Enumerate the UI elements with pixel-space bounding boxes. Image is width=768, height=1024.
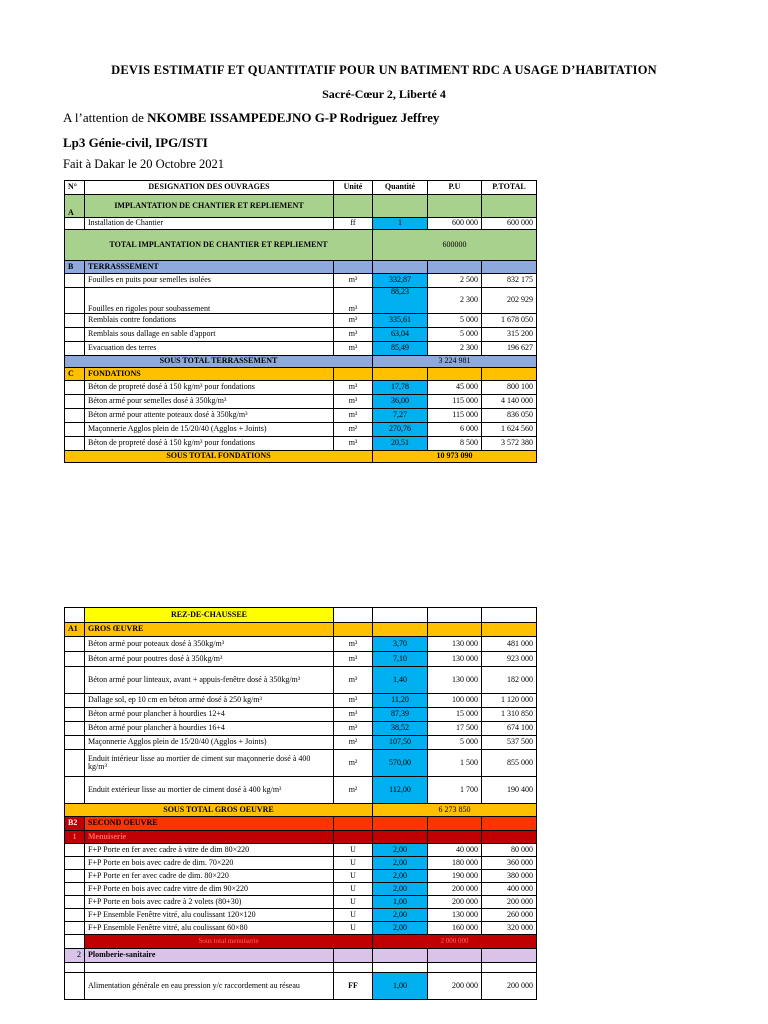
section-title: GROS ŒUVRE [85, 623, 334, 637]
row-unit-price: 6 000 [428, 423, 482, 437]
row-quantity: 2,00 [373, 857, 428, 870]
row-total-price: 1 120 000 [482, 694, 537, 708]
row-unit-price: 200 000 [428, 973, 482, 1000]
row-unit: m³ [334, 395, 373, 409]
row-unit: m³ [334, 409, 373, 423]
total-label: SOUS TOTAL FONDATIONS [65, 451, 373, 463]
total-value: 10 973 090 [373, 451, 537, 463]
section-id: A1 [65, 623, 85, 637]
blank-row [65, 963, 537, 973]
row-quantity: 1,00 [373, 973, 428, 1000]
section-row-b2 [65, 817, 537, 831]
row-unit: m³ [334, 437, 373, 451]
table-row [65, 883, 537, 896]
row-unit: m³ [334, 694, 373, 708]
row-quantity: 38,52 [373, 722, 428, 736]
section-title: FONDATIONS [85, 368, 334, 381]
table-row [65, 909, 537, 922]
subsection-title: Menuiserie [85, 831, 334, 844]
row-unit-price: 5 000 [428, 736, 482, 750]
row-unit: U [334, 870, 373, 883]
row-unit: m³ [334, 722, 373, 736]
row-unit-price: 130 000 [428, 909, 482, 922]
section-id: C [65, 368, 85, 381]
table-row [65, 922, 537, 935]
row-unit: m³ [334, 637, 373, 652]
subsection-title: Plomberie-sanitaire [85, 949, 334, 963]
row-total-price: 4 140 000 [482, 395, 537, 409]
table-row [65, 342, 537, 356]
total-label: SOUS TOTAL TERRASSEMENT [65, 356, 373, 368]
row-total-price: 400 000 [482, 883, 537, 896]
section-title: TERRASSSEMENT [85, 261, 334, 274]
row-unit-price: 2 300 [428, 288, 482, 314]
row-quantity: 2,00 [373, 883, 428, 896]
table-row [65, 274, 537, 288]
table-row [65, 328, 537, 342]
row-designation: Dallage sol, ep 10 cm en béton armé dosé à 250 kg/m³ [85, 694, 334, 708]
row-unit-price: 115 000 [428, 395, 482, 409]
row-quantity: 2,00 [373, 922, 428, 935]
attention-prefix: A l’attention de [63, 110, 148, 125]
row-total-price: 1 678 050 [482, 314, 537, 328]
row-unit-price: 100 000 [428, 694, 482, 708]
row-quantity: 1,40 [373, 667, 428, 694]
total-value: 600000 [373, 230, 537, 261]
row-designation: Béton armé pour linteaux, avant + appuis-fenêtre dosé à 350kg/m³ [85, 667, 334, 694]
section-id: B2 [65, 817, 85, 831]
row-total-price: 315 200 [482, 328, 537, 342]
table-row [65, 423, 537, 437]
row-unit-price: 115 000 [428, 409, 482, 423]
total-row-c [65, 451, 537, 463]
row-total-price: 196 627 [482, 342, 537, 356]
row-unit: m³ [334, 381, 373, 395]
school-line: Lp3 Génie-civil, IPG/ISTI [63, 135, 208, 150]
row-unit-price: 1 500 [428, 750, 482, 777]
row-unit: U [334, 896, 373, 909]
rdc-title-row [65, 608, 537, 623]
row-total-price: 1 624 560 [482, 423, 537, 437]
row-designation: Alimentation générale en eau pression y/c raccordement au réseau [85, 973, 334, 1000]
row-designation: Evacuation des terres [85, 342, 334, 356]
row-unit-price: 130 000 [428, 652, 482, 667]
row-unit: U [334, 844, 373, 857]
total-value: 6 273 850 [373, 804, 537, 817]
row-unit: m³ [334, 708, 373, 722]
row-designation: Remblais contre fondations [85, 314, 334, 328]
row-total-price: 360 000 [482, 857, 537, 870]
row-total-price: 537 500 [482, 736, 537, 750]
table-row [65, 694, 537, 708]
attention-name: NKOMBE ISSAMPEDEJNO G-P Rodriguez Jeffrey [147, 110, 440, 125]
row-designation: Enduit extérieur lisse au mortier de ciment dosé à 400 kg/m³ [85, 777, 334, 804]
row-total-price: 674 100 [482, 722, 537, 736]
table-row [65, 750, 537, 777]
table-row [65, 667, 537, 694]
row-designation: Béton de propreté dosé à 150 kg/m³ pour fondations [85, 437, 334, 451]
row-quantity: 570,00 [373, 750, 428, 777]
row-quantity: 88,23 [373, 288, 428, 314]
table-row [65, 437, 537, 451]
subsection-row-menuiserie [65, 831, 537, 844]
row-quantity: 63,04 [373, 328, 428, 342]
row-quantity: 20,51 [373, 437, 428, 451]
total-row-b [65, 356, 537, 368]
row-quantity: 7,10 [373, 652, 428, 667]
table-row [65, 857, 537, 870]
table-row [65, 218, 537, 230]
date-line: Fait à Dakar le 20 Octobre 2021 [63, 157, 225, 171]
row-quantity: 270,76 [373, 423, 428, 437]
row-unit: m³ [334, 328, 373, 342]
row-designation: Enduit intérieur lisse au mortier de ciment sur maçonnerie dosé à 400 kg/m³ [85, 750, 334, 777]
row-unit: m² [334, 777, 373, 804]
row-unit: m³ [334, 667, 373, 694]
row-unit: m³ [334, 342, 373, 356]
row-unit: m² [334, 736, 373, 750]
row-total-price: 182 000 [482, 667, 537, 694]
row-designation: Béton armé pour semelles dosé à 350kg/m³ [85, 395, 334, 409]
row-designation: F+P Porte en fer avec cadre de dim. 80×220 [85, 870, 334, 883]
section-title: IMPLANTATION DE CHANTIER ET REPLIEMENT [85, 195, 334, 218]
row-total-price: 836 050 [482, 409, 537, 423]
row-unit-price: 40 000 [428, 844, 482, 857]
subsection-id: 1 [65, 831, 85, 844]
document-title: DEVIS ESTIMATIF ET QUANTITATIF POUR UN BATIMENT RDC A USAGE D’HABITATION [111, 63, 657, 77]
row-total-price: 202 929 [482, 288, 537, 314]
row-quantity: 36,00 [373, 395, 428, 409]
row-unit-price: 45 000 [428, 381, 482, 395]
table-row [65, 736, 537, 750]
row-total-price: 923 000 [482, 652, 537, 667]
row-unit-price: 2 500 [428, 274, 482, 288]
row-unit: FF [334, 973, 373, 1000]
row-quantity: 17,78 [373, 381, 428, 395]
table-row [65, 973, 537, 1000]
section-row-a [65, 195, 537, 218]
row-quantity: 3,70 [373, 637, 428, 652]
col-header-num: N° [65, 181, 85, 195]
subsection-row-plomberie [65, 949, 537, 963]
table-row [65, 381, 537, 395]
row-quantity: 87,39 [373, 708, 428, 722]
row-quantity: 7,27 [373, 409, 428, 423]
row-unit-price: 130 000 [428, 637, 482, 652]
total-row-a [65, 230, 537, 261]
row-quantity: 112,00 [373, 777, 428, 804]
row-total-price: 320 000 [482, 922, 537, 935]
table-header-row [65, 181, 537, 195]
row-unit: m³ [334, 652, 373, 667]
row-total-price: 600 000 [482, 218, 537, 230]
row-total-price: 200 000 [482, 973, 537, 1000]
table-row [65, 409, 537, 423]
total-row-a1 [65, 804, 537, 817]
row-unit-price: 130 000 [428, 667, 482, 694]
row-designation: Maçonnerie Agglos plein de 15/20/40 (Agglos + Joints) [85, 423, 334, 437]
total-label: SOUS TOTAL GROS OEUVRE [65, 804, 373, 817]
row-designation: Fouilles en rigoles pour soubassement [85, 288, 334, 314]
row-designation: Béton armé pour poteaux dosé à 350kg/m³ [85, 637, 334, 652]
row-quantity: 332,87 [373, 274, 428, 288]
total-value: 3 224 981 [373, 356, 537, 368]
total-label: TOTAL IMPLANTATION DE CHANTIER ET REPLIEMENT [65, 230, 373, 261]
row-unit: U [334, 909, 373, 922]
subsection-id: 2 [65, 949, 85, 963]
section-row-c [65, 368, 537, 381]
row-designation: Remblais sous dallage en sable d'apport [85, 328, 334, 342]
row-unit: U [334, 922, 373, 935]
row-unit-price: 15 000 [428, 708, 482, 722]
row-unit: m³ [334, 274, 373, 288]
row-unit: U [334, 857, 373, 870]
table-row [65, 708, 537, 722]
col-header-total-price: P.TOTAL [482, 181, 537, 195]
table-row [65, 844, 537, 857]
row-total-price: 3 572 380 [482, 437, 537, 451]
row-unit: m² [334, 423, 373, 437]
total-row-menuiserie [65, 935, 537, 949]
row-unit-price: 200 000 [428, 896, 482, 909]
table-row [65, 637, 537, 652]
section-row-b [65, 261, 537, 274]
row-unit-price: 2 300 [428, 342, 482, 356]
quote-table-2 [64, 607, 537, 1000]
row-unit-price: 160 000 [428, 922, 482, 935]
table-row [65, 896, 537, 909]
row-quantity: 85,49 [373, 342, 428, 356]
row-designation: F+P Porte en bois avec cadre vitre de dim 90×220 [85, 883, 334, 896]
col-header-designation: DESIGNATION DES OUVRAGES [85, 181, 334, 195]
table-row [65, 652, 537, 667]
row-total-price: 80 000 [482, 844, 537, 857]
row-designation: Fouilles en puits pour semelles isolées [85, 274, 334, 288]
row-designation: Béton armé pour attente poteaux dosé à 350kg/m³ [85, 409, 334, 423]
row-quantity: 1,00 [373, 896, 428, 909]
attention-line [63, 110, 439, 126]
section-title: SECOND OEUVRE [85, 817, 334, 831]
row-designation: Béton armé pour plancher à hourdies 12+4 [85, 708, 334, 722]
row-quantity: 2,00 [373, 909, 428, 922]
row-total-price: 800 100 [482, 381, 537, 395]
row-unit-price: 200 000 [428, 883, 482, 896]
row-designation: F+P Porte en fer avec cadre à vitre de dim 80×220 [85, 844, 334, 857]
row-total-price: 380 000 [482, 870, 537, 883]
row-quantity: 107,50 [373, 736, 428, 750]
row-designation: Béton armé pour plancher à hourdies 16+4 [85, 722, 334, 736]
row-unit-price: 5 000 [428, 314, 482, 328]
row-unit-price: 17 500 [428, 722, 482, 736]
table-row [65, 288, 537, 314]
row-total-price: 832 175 [482, 274, 537, 288]
document-location: Sacré-Cœur 2, Liberté 4 [322, 87, 446, 101]
total-label: Sous total menuiserie [85, 935, 373, 949]
row-designation: Installation de Chantier [85, 218, 334, 230]
row-designation: F+P Porte en bois avec cadre à 2 volets (80+30) [85, 896, 334, 909]
row-total-price: 190 400 [482, 777, 537, 804]
row-unit-price: 1 700 [428, 777, 482, 804]
section-id: A [65, 195, 85, 218]
rdc-title: REZ-DE-CHAUSSEE [85, 608, 334, 623]
row-total-price: 260 000 [482, 909, 537, 922]
row-designation: Maçonnerie Agglos plein de 15/20/40 (Agglos + Joints) [85, 736, 334, 750]
row-unit: m³ [334, 314, 373, 328]
row-designation: F+P Ensemble Fenêtre vitré, alu coulissant 120×120 [85, 909, 334, 922]
row-unit: ff [334, 218, 373, 230]
row-quantity: 2,00 [373, 870, 428, 883]
row-unit-price: 5 000 [428, 328, 482, 342]
table-row [65, 395, 537, 409]
row-designation: Béton armé pour poutres dosé à 350kg/m³ [85, 652, 334, 667]
row-quantity: 11,20 [373, 694, 428, 708]
row-unit: m³ [334, 288, 373, 314]
row-unit-price: 600 000 [428, 218, 482, 230]
col-header-unit-price: P.U [428, 181, 482, 195]
row-unit: m² [334, 750, 373, 777]
section-row-a1 [65, 623, 537, 637]
row-unit-price: 8 500 [428, 437, 482, 451]
total-value: 2 000 000 [373, 935, 537, 949]
col-header-quantity: Quantité [373, 181, 428, 195]
row-total-price: 1 310 850 [482, 708, 537, 722]
row-designation: F+P Ensemble Fenêtre vitré, alu coulissant 60×80 [85, 922, 334, 935]
table-row [65, 314, 537, 328]
row-total-price: 855 000 [482, 750, 537, 777]
quote-table-1 [64, 180, 537, 463]
table-row [65, 870, 537, 883]
col-header-unit: Unité [334, 181, 373, 195]
row-unit: U [334, 883, 373, 896]
row-unit-price: 190 000 [428, 870, 482, 883]
table-row [65, 777, 537, 804]
section-id: B [65, 261, 85, 274]
row-quantity: 2,00 [373, 844, 428, 857]
row-total-price: 481 000 [482, 637, 537, 652]
row-unit-price: 180 000 [428, 857, 482, 870]
row-designation: Béton de propreté dosé à 150 kg/m³ pour fondations [85, 381, 334, 395]
table-row [65, 722, 537, 736]
row-total-price: 200 000 [482, 896, 537, 909]
row-quantity: 335,61 [373, 314, 428, 328]
row-designation: F+P Porte en bois avec cadre de dim. 70×220 [85, 857, 334, 870]
row-quantity: 1 [373, 218, 428, 230]
